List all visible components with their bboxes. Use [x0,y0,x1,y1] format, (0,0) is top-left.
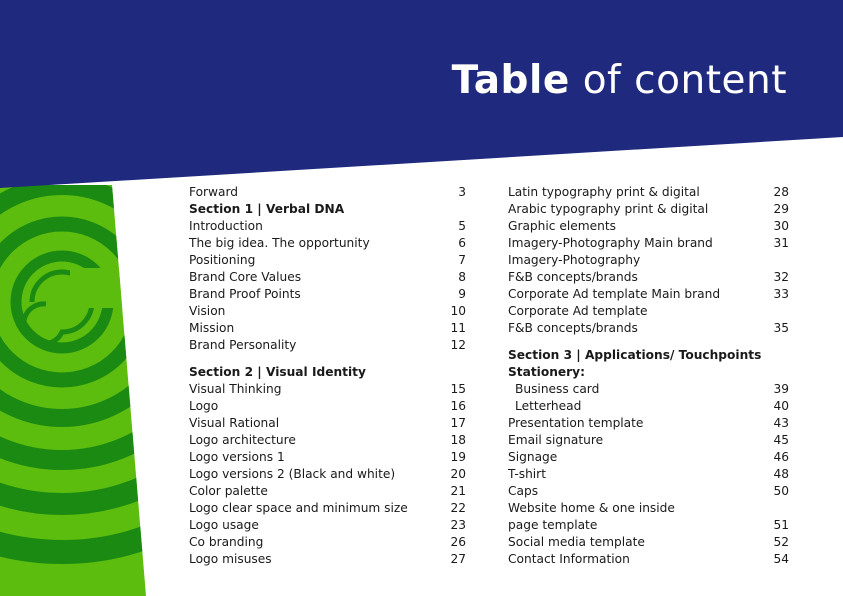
toc-entry-page: 26 [450,535,466,549]
toc-entry [508,303,789,320]
toc-entry [189,320,466,337]
toc-section-heading [508,364,789,381]
toc-entry [508,218,789,235]
toc-section-heading [189,201,466,218]
toc-entry [189,466,466,483]
toc-entry [508,500,789,517]
toc-entry [508,517,789,534]
toc-entry [508,449,789,466]
toc-entry-label: Signage [508,450,558,464]
toc-entry-page: 6 [458,236,466,250]
toc-entry-page: 35 [773,321,789,335]
toc-entry [189,483,466,500]
toc-entry-page: 12 [450,338,466,352]
toc-entry-label: Imagery-Photography [508,253,641,267]
toc-entry-page: 40 [773,399,789,413]
toc-entry-label: Section 2 | Visual Identity [189,365,366,379]
toc-entry-label: Email signature [508,433,604,447]
toc-entry [189,381,466,398]
toc-entry [508,534,789,551]
toc-entry-page: 22 [450,501,466,515]
toc-entry-page: 16 [450,399,466,413]
toc-entry [508,381,789,398]
toc-entry-page: 52 [773,535,789,549]
toc-entry-label: Brand Core Values [189,270,302,284]
toc-entry-page: 51 [773,518,789,532]
toc-entry-page: 33 [773,287,789,301]
toc-entry-label: Vision [189,304,226,318]
toc-entry-label: Graphic elements [508,219,616,233]
toc-entry-label: Contact Information [508,552,630,566]
toc-entry [189,235,466,252]
toc-entry [508,551,789,568]
toc-entry [189,303,466,320]
toc-entry [508,466,789,483]
toc-entry-page: 30 [773,219,789,233]
toc-entry [508,483,789,500]
toc-entry-page: 23 [450,518,466,532]
toc-entry-label: Website home & one inside [508,501,675,515]
toc-entry [189,551,466,568]
toc-entry-page: 20 [450,467,466,481]
toc-entry-label: Logo architecture [189,433,296,447]
toc-entry-page: 5 [458,219,466,233]
toc-entry [508,201,789,218]
toc-entry-label: F&B concepts/brands [508,270,638,284]
toc-entry [189,184,466,201]
toc-entry-label: page template [508,518,598,532]
toc-entry [189,218,466,235]
toc-entry [508,269,789,286]
toc-entry-page: 21 [450,484,466,498]
toc-entry-page: 31 [773,236,789,250]
toc-entry [189,337,466,354]
toc-entry-label: Presentation template [508,416,644,430]
toc-entry-label: Forward [189,185,239,199]
toc-entry-label: Brand Proof Points [189,287,301,301]
toc-entry-page: 9 [458,287,466,301]
toc-entry-label: Corporate Ad template [508,304,648,318]
toc-entry-label: Corporate Ad template Main brand [508,287,721,301]
toc-entry-label: Color palette [189,484,268,498]
toc-entry-page: 10 [450,304,466,318]
toc-column-left [189,184,466,568]
toc-entry-label: Imagery-Photography Main brand [508,236,713,250]
toc-entry-page: 28 [773,185,789,199]
toc-entry [508,320,789,337]
toc-entry-label: Logo versions 2 (Black and white) [189,467,396,481]
toc-entry-label: T-shirt [508,467,546,481]
toc-entry-label: Logo misuses [189,552,272,566]
toc-entry-label: Latin typography print & digital [508,185,700,199]
toc-entry-page: 46 [773,450,789,464]
toc-entry-page: 32 [773,270,789,284]
toc-entry [508,252,789,269]
toc-entry-label: Positioning [189,253,256,267]
toc-entry [189,449,466,466]
toc-entry-page: 7 [458,253,466,267]
toc-entry-page: 8 [458,270,466,284]
toc-entry [508,286,789,303]
toc-entry-label: Business card [515,382,600,396]
toc-entry-label: Logo [189,399,219,413]
toc-entry-page: 45 [773,433,789,447]
toc-entry-page: 29 [773,202,789,216]
toc-entry-label: Section 1 | Verbal DNA [189,202,345,216]
toc-entry [508,398,789,415]
toc-entry-page: 43 [773,416,789,430]
page-title-rest: of content [582,58,787,103]
toc-entry-page: 39 [773,382,789,396]
toc-entry-label: Stationery: [508,365,585,379]
toc-entry [189,398,466,415]
toc-entry-label: Introduction [189,219,263,233]
toc-entry [189,534,466,551]
toc-entry-label: Section 3 | Applications/ Touchpoints [508,348,762,362]
toc-entry-page: 48 [773,467,789,481]
page-title [452,58,787,103]
toc-entry [508,432,789,449]
toc-entry-label: Social media template [508,535,645,549]
toc-entry-page: 54 [773,552,789,566]
toc-entry-page: 50 [773,484,789,498]
toc-entry-label: Visual Thinking [189,382,282,396]
toc-entry-label: Logo usage [189,518,259,532]
toc-entry-label: F&B concepts/brands [508,321,638,335]
toc-entry-page: 17 [450,416,466,430]
toc-entry-label: Mission [189,321,235,335]
toc-entry [189,432,466,449]
toc-entry-label: Co branding [189,535,264,549]
toc-entry-label: The big idea. The opportunity [189,236,370,250]
toc-entry [508,184,789,201]
toc-entry-page: 19 [450,450,466,464]
toc-entry [189,517,466,534]
toc-entry-page: 15 [450,382,466,396]
toc-entry-label: Brand Personality [189,338,297,352]
toc-entry-page: 11 [450,321,466,335]
toc-entry-label: Logo clear space and minimum size [189,501,408,515]
toc-section-heading [508,347,789,364]
toc-entry [189,500,466,517]
toc-entry [508,415,789,432]
toc-entry-label: Letterhead [515,399,582,413]
toc-entry-label: Visual Rational [189,416,280,430]
toc-entry [189,269,466,286]
toc-entry [189,252,466,269]
toc-section-heading [189,364,466,381]
toc-entry-page: 3 [458,185,466,199]
toc-entry [508,235,789,252]
toc-entry-label: Caps [508,484,539,498]
page-title-bold: Table [451,58,570,103]
toc-entry [189,286,466,303]
toc-entry-label: Arabic typography print & digital [508,202,709,216]
toc-entry-label: Logo versions 1 [189,450,285,464]
toc-entry [189,415,466,432]
toc-entry-page: 27 [450,552,466,566]
toc-column-right [508,184,789,568]
toc-entry-page: 18 [450,433,466,447]
